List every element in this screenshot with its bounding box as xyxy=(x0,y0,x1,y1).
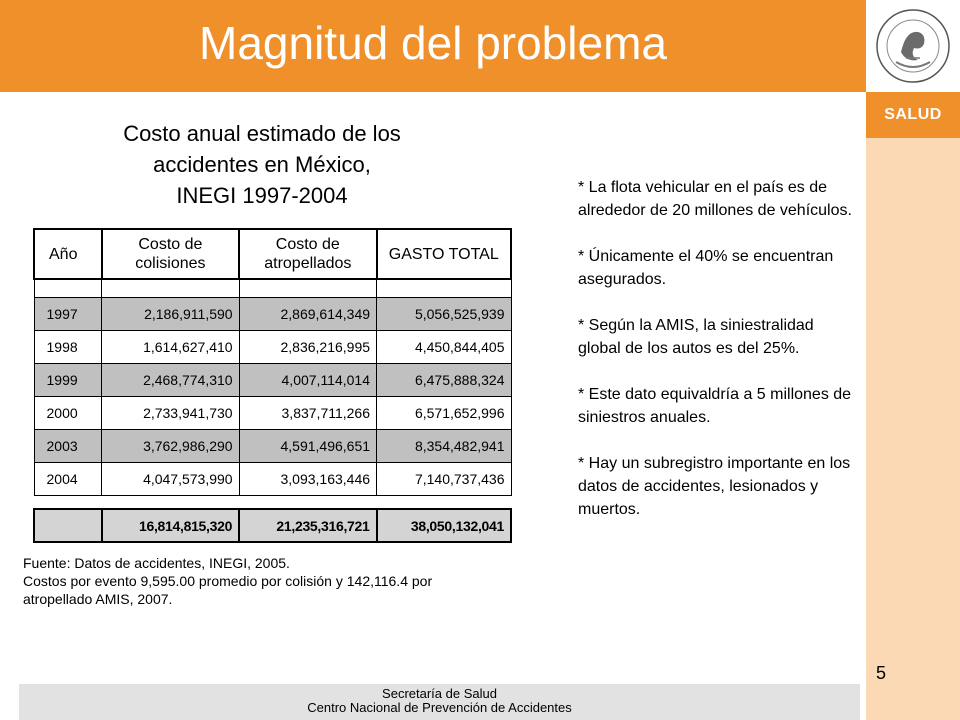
table-gap-row xyxy=(34,495,511,509)
table-title xyxy=(62,118,462,211)
header-year: Año xyxy=(34,229,102,279)
cell-total: 8,354,482,941 xyxy=(377,429,511,462)
cell-collisions: 2,468,774,310 xyxy=(102,363,239,396)
cell-runovers: 2,836,216,995 xyxy=(239,330,376,363)
table-row xyxy=(34,462,511,495)
cell-total: 7,140,737,436 xyxy=(377,462,511,495)
footer-line: Secretaría de Salud xyxy=(382,686,497,701)
cost-table xyxy=(33,228,512,543)
note-item: * Según la AMIS, la siniestralidad global de los autos es del 25%. xyxy=(578,317,814,357)
table-title-line: INEGI 1997-2004 xyxy=(176,183,348,208)
cell-year: 1997 xyxy=(34,297,102,330)
salud-label: SALUD xyxy=(866,92,960,138)
slide-title: Magnitud del problema xyxy=(199,17,667,69)
cell-grand-total: 38,050,132,041 xyxy=(377,509,511,542)
table-row xyxy=(34,330,511,363)
cell-collisions: 2,186,911,590 xyxy=(102,297,239,330)
source-line: Costos por evento 9,595.00 promedio por colisión y 142,116.4 por atropellado AMIS, 2007. xyxy=(23,573,437,607)
table-title-line: Costo anual estimado de los xyxy=(123,121,401,146)
cell-total: 6,571,652,996 xyxy=(377,396,511,429)
table-header-row xyxy=(34,229,511,279)
note-item: * Este dato equivaldría a 5 millones de siniestros anuales. xyxy=(578,386,852,426)
header-collisions-line: Costo de xyxy=(138,236,203,253)
cell-collisions: 1,614,627,410 xyxy=(102,330,239,363)
header-collisions-line: colisiones xyxy=(135,255,206,272)
cell-total-year xyxy=(34,509,102,542)
table-row xyxy=(34,297,511,330)
header-runovers-line: atropellados xyxy=(264,255,352,272)
source-note xyxy=(23,554,493,608)
cell-runovers: 4,591,496,651 xyxy=(239,429,376,462)
footer xyxy=(19,684,860,720)
cell-total-collisions: 16,814,815,320 xyxy=(102,509,239,542)
cell-year: 2000 xyxy=(34,396,102,429)
page-number: 5 xyxy=(876,663,887,683)
table-row xyxy=(34,363,511,396)
table-spacer-row xyxy=(34,279,511,297)
cell-total: 4,450,844,405 xyxy=(377,330,511,363)
header-runovers-line: Costo de xyxy=(275,236,340,253)
table-title-line: accidentes en México, xyxy=(153,152,371,177)
cell-collisions: 3,762,986,290 xyxy=(102,429,239,462)
table-row xyxy=(34,429,511,462)
seal-box xyxy=(866,0,960,92)
header-collisions xyxy=(102,229,239,279)
table-row xyxy=(34,396,511,429)
cell-runovers: 2,869,614,349 xyxy=(239,297,376,330)
cell-runovers: 3,837,711,266 xyxy=(239,396,376,429)
notes-list xyxy=(578,176,860,544)
cell-runovers: 3,093,163,446 xyxy=(239,462,376,495)
mexican-coat-of-arms-seal-icon xyxy=(866,0,960,92)
table-total-row xyxy=(34,509,511,542)
note-item: * Hay un subregistro importante en los datos de accidentes, lesionados y muertos. xyxy=(578,455,851,518)
cell-total-runovers: 21,235,316,721 xyxy=(239,509,376,542)
cell-year: 2004 xyxy=(34,462,102,495)
cell-collisions: 4,047,573,990 xyxy=(102,462,239,495)
source-line: Fuente: Datos de accidentes, INEGI, 2005. xyxy=(23,555,290,571)
footer-line: Centro Nacional de Prevención de Accidentes xyxy=(307,700,572,715)
note-item: * Únicamente el 40% se encuentran asegurados. xyxy=(578,248,834,288)
cell-collisions: 2,733,941,730 xyxy=(102,396,239,429)
cell-runovers: 4,007,114,014 xyxy=(239,363,376,396)
cell-total: 5,056,525,939 xyxy=(377,297,511,330)
cell-year: 1998 xyxy=(34,330,102,363)
cell-total: 6,475,888,324 xyxy=(377,363,511,396)
note-item: * La flota vehicular en el país es de alrededor de 20 millones de vehículos. xyxy=(578,179,852,219)
cell-year: 1999 xyxy=(34,363,102,396)
header-total: GASTO TOTAL xyxy=(377,229,511,279)
cell-year: 2003 xyxy=(34,429,102,462)
header-runovers xyxy=(239,229,376,279)
